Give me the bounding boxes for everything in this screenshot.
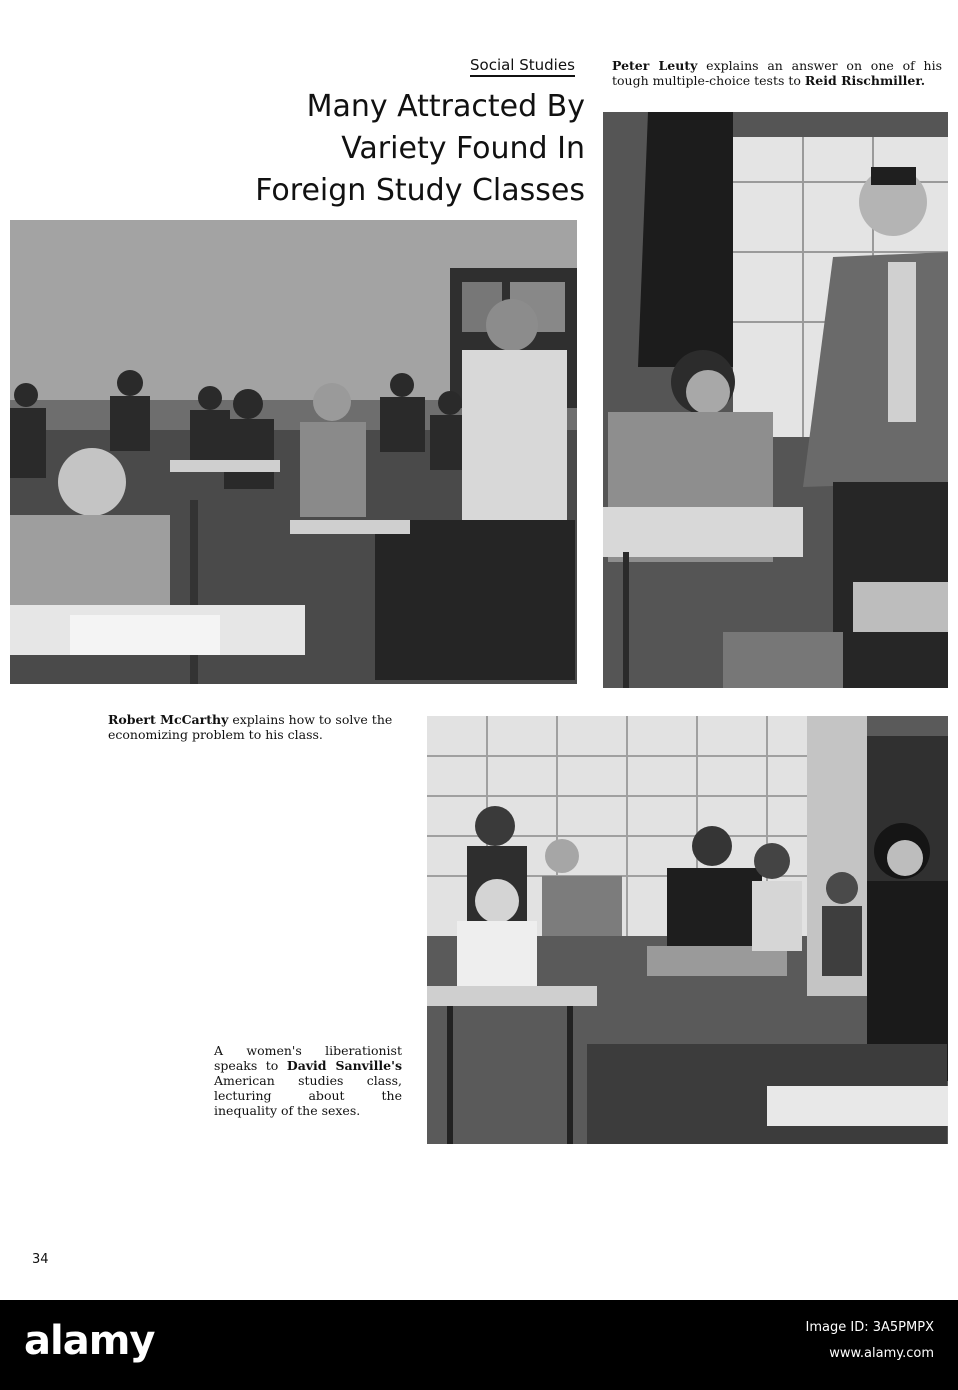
caption-liberationist	[214, 1043, 402, 1118]
caption-teacher-leuty	[612, 58, 942, 88]
headline-line: Many Attracted By	[306, 89, 585, 124]
headline-line: Foreign Study Classes	[255, 173, 585, 208]
caption-name: David Sanville's	[286, 1058, 402, 1073]
section-label: Social Studies	[470, 56, 575, 77]
caption-mccarthy	[108, 712, 408, 742]
headline	[200, 86, 585, 212]
caption-text: American studies class, lecturing about the inequality of the sexes.	[214, 1073, 402, 1118]
caption-name: Reid Rischmiller.	[804, 73, 926, 88]
headline-line: Variety Found In	[341, 131, 585, 166]
caption-text: explains how to solve the economizing problem to his class.	[108, 712, 393, 742]
caption-text: A women's liberationist speaks to	[214, 1043, 402, 1073]
page-number: 34	[32, 1252, 49, 1267]
photo-classroom-mccarthy	[10, 220, 577, 684]
caption-text: explains an answer on one of his tough multiple-choice tests to	[612, 58, 942, 88]
watermark-url: www.alamy.com	[829, 1346, 934, 1361]
caption-name: Robert McCarthy	[108, 712, 229, 727]
caption-name: Peter Leuty	[612, 58, 698, 73]
watermark-image-id: Image ID: 3A5PMPX	[805, 1320, 934, 1335]
photo-sanville-class	[427, 716, 948, 1144]
photo-leuty-rischmiller	[603, 112, 948, 688]
watermark-logo: alamy	[24, 1318, 155, 1364]
